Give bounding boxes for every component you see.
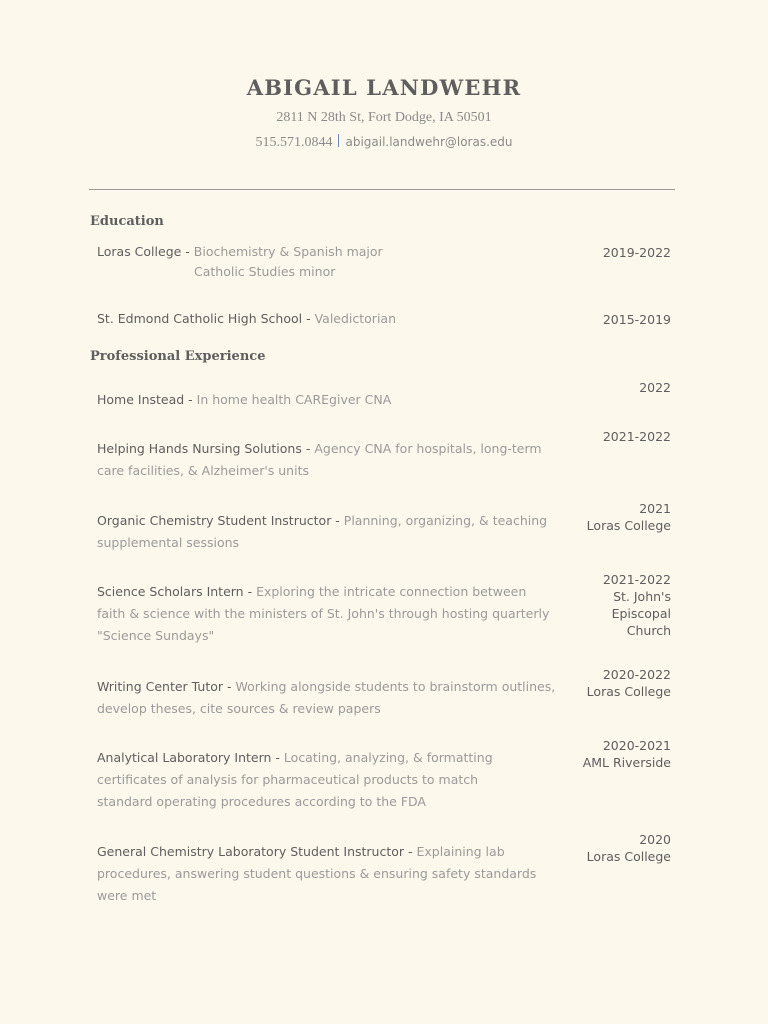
- contact-line: [0, 132, 768, 153]
- mailing-address: 2811 N 28th St, Fort Dodge, IA 50501: [276, 110, 492, 125]
- entry-dates: 2021-2022: [602, 572, 671, 587]
- entry-dates: 2019-2022: [602, 245, 671, 260]
- education-heading: Education: [90, 214, 164, 229]
- entry-dates: 2021: [639, 501, 671, 516]
- experience-item: [97, 667, 675, 720]
- entry-dates: 2020: [639, 832, 671, 847]
- applicant-name: ABIGAIL LANDWEHR: [246, 75, 522, 100]
- experience-item: [97, 572, 675, 647]
- entry-dates: 2020-2022: [602, 667, 671, 682]
- school-detail-secondary: Catholic Studies minor: [194, 264, 336, 279]
- entry-dates: 2022: [639, 380, 671, 395]
- job-role: Writing Center Tutor -: [97, 679, 236, 694]
- email-address[interactable]: abigail.landwehr@loras.edu: [345, 135, 513, 149]
- job-detail: Explaining lab procedures, answering student questions & ensuring safety standards were met: [97, 844, 537, 903]
- education-item-st-edmond: [97, 308, 675, 330]
- job-role: Helping Hands Nursing Solutions -: [97, 441, 315, 456]
- entry-dates: 2015-2019: [602, 312, 671, 327]
- job-detail: Planning, organizing, & teaching supplemental sessions: [97, 513, 548, 550]
- resume-header: [0, 74, 768, 153]
- job-role: Home Instead -: [97, 392, 197, 407]
- entry-place: St. John's Episcopal Church: [611, 589, 671, 638]
- entry-place: AML Riverside: [582, 755, 671, 770]
- experience-item: [97, 738, 675, 813]
- experience-item: [97, 832, 675, 907]
- contact-separator: [338, 134, 339, 147]
- school-detail: Valedictorian: [314, 311, 397, 326]
- job-role: Analytical Laboratory Intern -: [97, 750, 284, 765]
- experience-item: [97, 501, 675, 554]
- school-detail: Biochemistry & Spanish major: [193, 244, 383, 259]
- experience-heading: Professional Experience: [90, 349, 266, 364]
- entry-place: Loras College: [586, 518, 671, 533]
- job-role: Science Scholars Intern -: [97, 584, 257, 599]
- entry-dates: 2020-2021: [602, 738, 671, 753]
- education-item-loras: [97, 241, 675, 280]
- school-name: Loras College -: [97, 244, 194, 259]
- job-role: Organic Chemistry Student Instructor -: [97, 513, 344, 528]
- experience-item: [97, 429, 675, 482]
- job-detail: Agency CNA for hospitals, long-term care facilities, & Alzheimer's units: [97, 441, 542, 478]
- job-role: General Chemistry Laboratory Student Instructor -: [97, 844, 417, 859]
- header-divider: [89, 189, 675, 190]
- job-detail: Locating, analyzing, & formatting certificates of analysis for pharmaceutical products to match standard operating procedures according to the FDA: [97, 750, 493, 809]
- entry-dates: 2021-2022: [602, 429, 671, 444]
- job-detail: In home health CAREgiver CNA: [196, 392, 392, 407]
- experience-item: [97, 380, 675, 411]
- job-detail: Exploring the intricate connection between faith & science with the ministers of St. John's through hosting quarterly "Science Sundays": [97, 584, 550, 643]
- job-detail: Working alongside students to brainstorm outlines, develop theses, cite sources & review papers: [97, 679, 556, 716]
- school-name: St. Edmond Catholic High School -: [97, 311, 315, 326]
- entry-place: Loras College: [586, 684, 671, 699]
- phone-number: 515.571.0844: [255, 135, 333, 150]
- entry-place: Loras College: [586, 849, 671, 864]
